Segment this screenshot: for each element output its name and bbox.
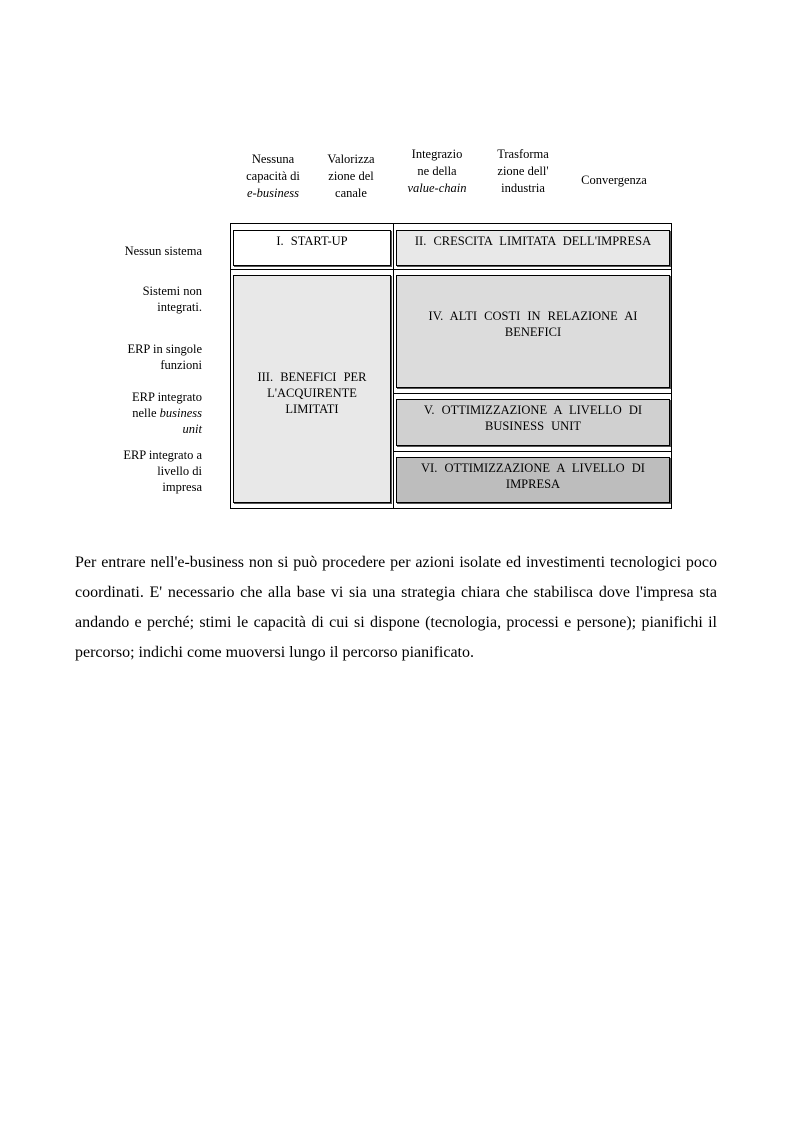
matrix-divider-horizontal [230,269,672,270]
box-business-unit-optimization: V. OTTIMIZZAZIONE A LIVELLO DI BUSINESS UNIT [396,399,670,446]
box-limited-benefits: III. BENEFICI PER L'ACQUIRENTE LIMITATI [233,275,391,503]
box-limited-growth: II. CRESCITA LIMITATA DELL'IMPRESA [396,230,670,266]
box-enterprise-optimization: VI. OTTIMIZZAZIONE A LIVELLO DI IMPRESA [396,457,670,503]
matrix-divider-vertical [393,223,394,509]
column-header-industry: Trasforma zione dell' industria [497,147,549,195]
row-label-erp-business-unit: ERP integrato nelle business unit [131,390,202,436]
row-label-no-system: Nessun sistema [124,244,202,258]
box-start-up: I. START-UP [233,230,391,266]
column-header-no-capability: Nessuna capacità di e-business [246,152,300,200]
body-paragraph: Per entrare nell'e-business non si può procedere per azioni isolate ed investimenti tecnologici poco coordinati. E' necessario che alla base vi sia una strategia chiara che stabilisca dove l'impresa sta andando e perché; stimi le capacità di cui si dispone (tecnologia, processi e persone); pianifichi il percorso; indichi come muoversi lungo il percorso pianificato. [75,554,717,661]
column-header-convergence: Convergenza [581,173,647,187]
column-header-channel: Valorizza zione del canale [327,152,375,200]
box-high-costs: IV. ALTI COSTI IN RELAZIONE AI BENEFICI [396,275,670,388]
matrix-divider-right-1 [393,393,672,394]
row-label-non-integrated: Sistemi non integrati. [142,284,202,314]
column-header-value-chain: Integrazio ne della value-chain [407,147,467,195]
row-label-erp-enterprise: ERP integrato a livello di impresa [123,448,202,494]
row-label-erp-single: ERP in singole funzioni [127,342,202,372]
matrix-divider-right-2 [393,451,672,452]
